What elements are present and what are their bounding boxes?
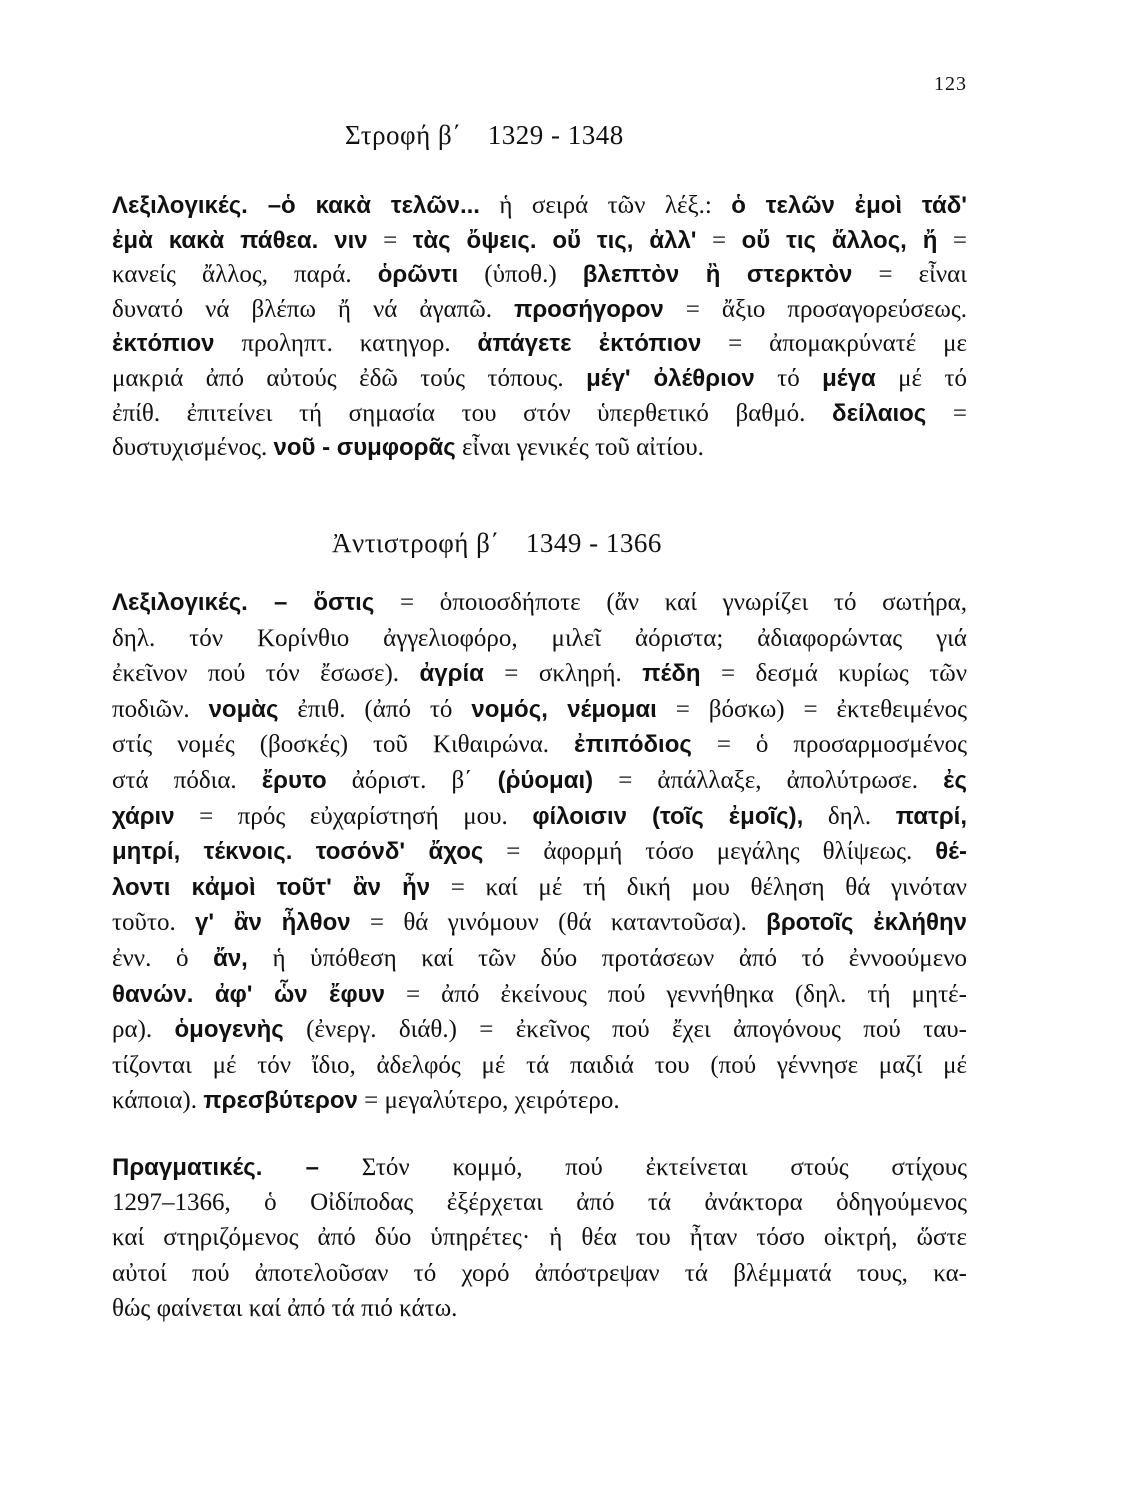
text-run: Στόν κομμό, πού ἐκτείνεται στούς στίχους xyxy=(318,1154,967,1181)
text-run: = καί μέ τή δική μου θέληση θά γινόταν xyxy=(430,873,967,901)
text-run: = πρός εὐχαρίστησή μου. xyxy=(174,802,533,830)
text-line xyxy=(112,1185,967,1220)
text-line xyxy=(112,834,967,870)
lexical-notes-antistrophe xyxy=(112,585,967,1119)
text-run: ἐπιθ. (ἀπό τό xyxy=(278,695,472,723)
bold-term: νομὰς xyxy=(208,695,279,723)
bold-term: ἐμὰ κακὰ πάθεα. νιν xyxy=(112,226,368,254)
text-run: κάποια). xyxy=(112,1087,204,1115)
text-run: ἡ σειρά τῶν λέξ.: xyxy=(479,192,732,219)
text-run: καί στηριζόμενος ἀπό δύο ὑπηρέτες· ἡ θέα του ἦταν τόσο οἰκτρή, ὥστε xyxy=(112,1224,967,1252)
bold-term: φίλοισιν (τοῖς ἐμοῖς), xyxy=(532,802,804,830)
text-run: = δεσμά κυρίως τῶν xyxy=(700,660,967,688)
text-run: = ὁ προσαρμοσμένος xyxy=(691,731,968,759)
bold-term: νομός, νέμομαι xyxy=(471,695,657,723)
page-number: 123 xyxy=(934,73,967,95)
bold-term: ἐς xyxy=(943,766,967,794)
heading-line-range: 1349 - 1366 xyxy=(525,528,662,558)
text-run: = ἀπομακρύνατέ με xyxy=(701,330,967,358)
heading-line-range: 1329 - 1348 xyxy=(487,120,624,150)
section-heading-antistrophe xyxy=(332,528,662,559)
text-line xyxy=(112,223,967,258)
text-run: = xyxy=(926,399,967,427)
bold-term: βροτοῖς ἐκλήθην xyxy=(766,909,967,937)
text-run: = βόσκω) = ἐκτεθειμένος xyxy=(656,695,968,723)
text-run: τό xyxy=(754,364,823,392)
text-run: ποδιῶν. xyxy=(112,695,209,723)
text-line xyxy=(112,692,967,728)
text-run: = xyxy=(367,226,413,254)
bold-term: (ῥύομαι) xyxy=(497,766,594,794)
lexical-notes-strophe xyxy=(112,188,967,465)
bold-term: ἐκτόπιον xyxy=(112,330,215,358)
text-line xyxy=(112,1256,967,1291)
text-run: δυνατό νά βλέπω ἤ νά ἀγαπῶ. xyxy=(112,295,514,323)
text-run: (ὑποθ.) xyxy=(458,261,583,289)
text-run: (ἐνεργ. διάθ.) = ἐκεῖνος πού ἔχει ἀπογόνους πού ταυ- xyxy=(283,1016,967,1044)
text-run: ἀόριστ. β΄ xyxy=(326,766,498,794)
text-run: = ὁποιοσδήποτε (ἄν καί γνωρίζει τό σωτήρα, xyxy=(374,589,967,616)
text-line xyxy=(112,621,967,657)
bold-term: οὔ τις ἄλλος, ἤ xyxy=(741,226,938,254)
bold-term: λοντι κἀμοὶ τοῦτ' ἂν ἦν xyxy=(112,873,431,901)
text-run: = εἶναι xyxy=(852,261,967,289)
bold-term: προσήγορον xyxy=(513,295,664,323)
bold-term: ἄν, xyxy=(213,944,248,972)
bold-term: ὁ τελῶν ἐμοὶ τάδ' xyxy=(731,192,967,219)
text-run: = σκληρή. xyxy=(483,660,643,688)
bold-term: Λεξιλογικές. – ὅστις xyxy=(112,589,375,616)
text-run: = θά γινόμουν (θά καταντοῦσα). xyxy=(350,909,767,937)
text-run: δηλ. τόν Κορίνθιο ἀγγελιοφόρο, μιλεῖ ἀόριστα; ἀδιαφορώντας γιά xyxy=(112,624,967,652)
text-run: = ἀπάλλαξε, ἀπολύτρωσε. xyxy=(593,766,944,794)
text-run: = xyxy=(937,226,968,254)
text-run: = ἀφορμή τόσο μεγάλης θλίψεως. xyxy=(483,838,936,866)
bold-term: θανών. ἀφ' ὧν ἔφυν xyxy=(112,980,385,1008)
text-run: στίς νομές (βοσκές) τοῦ Κιθαιρώνα. xyxy=(112,731,575,759)
text-line xyxy=(112,799,967,835)
bold-term: θέ- xyxy=(935,838,967,866)
text-run: = ἄξιο προσαγορεύσεως. xyxy=(663,295,967,323)
heading-title: Στροφή β΄ xyxy=(345,120,462,150)
text-line xyxy=(112,292,967,327)
heading-title: Ἀντιστροφή β΄ xyxy=(332,528,500,558)
text-line xyxy=(112,727,967,763)
bold-term: δείλαιος xyxy=(832,399,927,427)
text-run: = xyxy=(696,226,742,254)
bold-term: μέγ' ὀλέθριον xyxy=(586,364,755,392)
bold-term: πατρί, xyxy=(895,802,967,830)
text-run: αὐτοί πού ἀποτελοῦσαν τό χορό ἀπόστρεψαν τά βλέμματά τους, κα- xyxy=(112,1259,967,1287)
text-line xyxy=(112,1083,967,1119)
bold-term: ὁρῶντι xyxy=(377,261,459,289)
text-line xyxy=(112,1048,967,1084)
bold-term: ἐπιπόδιος xyxy=(574,731,692,759)
bold-term: ἔρυτο xyxy=(261,766,327,794)
bold-term: πέδη xyxy=(642,660,701,688)
bold-term: τὰς ὄψεις. οὔ τις, ἀλλ' xyxy=(412,226,697,254)
bold-term: πρεσβύτερον xyxy=(203,1087,358,1115)
text-run: προληπτ. κατηγορ. xyxy=(214,330,478,358)
text-run: στά πόδια. xyxy=(112,766,262,794)
text-run: ρα). xyxy=(112,1016,175,1044)
text-run: ἐκεῖνον πού τόν ἔσωσε). xyxy=(112,660,420,688)
text-run: τίζονται μέ τόν ἴδιο, ἀδελφός μέ τά παιδιά του (πού γέννησε μαζί μέ xyxy=(112,1051,967,1079)
text-line xyxy=(112,585,967,621)
bold-term: νοῦ - συμφορᾶς xyxy=(273,434,456,462)
text-run: = ἀπό ἐκείνους πού γεννήθηκα (δηλ. τή μητέ- xyxy=(384,980,967,1008)
text-line xyxy=(112,1291,967,1326)
factual-notes xyxy=(112,1150,967,1326)
text-line xyxy=(112,977,967,1013)
text-line xyxy=(112,326,967,361)
bold-term: γ' ἂν ἦλθον xyxy=(195,909,351,937)
text-run: τοῦτο. xyxy=(112,909,196,937)
text-line xyxy=(112,1220,967,1255)
text-run: ἐνν. ὁ xyxy=(112,944,214,972)
text-run: δυστυχισμένος. xyxy=(112,434,274,462)
text-run: ἐπίθ. ἐπιτείνει τή σημασία του στόν ὑπερθετικό βαθμό. xyxy=(112,399,833,427)
section-heading-strophe xyxy=(345,120,624,151)
text-line xyxy=(112,430,967,465)
text-run: θώς φαίνεται καί ἀπό τά πιό κάτω. xyxy=(112,1294,458,1322)
text-line xyxy=(112,1012,967,1048)
bold-term: μέγα xyxy=(822,364,876,392)
bold-term: ἀγρία xyxy=(419,660,484,688)
text-run: ἡ ὑπόθεση καί τῶν δύο προτάσεων ἀπό τό ἐννοούμενο xyxy=(247,944,967,972)
text-line xyxy=(112,188,967,223)
bold-term: Πραγματικές. – xyxy=(112,1154,319,1181)
text-line xyxy=(112,941,967,977)
text-run: μέ τό xyxy=(875,364,967,392)
text-run: 1297–1366, ὁ Οἰδίποδας ἐξέρχεται ἀπό τά ἀνάκτορα ὁδηγούμενος xyxy=(112,1189,967,1217)
text-line xyxy=(112,396,967,431)
text-line xyxy=(112,905,967,941)
bold-term: βλεπτὸν ἢ στερκτὸν xyxy=(582,261,853,289)
text-run: δηλ. xyxy=(803,802,896,830)
bold-term: ἀπάγετε ἐκτόπιον xyxy=(477,330,702,358)
text-run: εἶναι γενικές τοῦ αἰτίου. xyxy=(455,434,704,462)
text-line xyxy=(112,656,967,692)
text-line xyxy=(112,1150,967,1185)
bold-term: Λεξιλογικές. –ὁ κακὰ τελῶν... xyxy=(112,192,480,219)
text-line xyxy=(112,257,967,292)
bold-term: χάριν xyxy=(112,802,175,830)
text-run: = μεγαλύτερο, χειρότερο. xyxy=(357,1087,620,1115)
bold-term: μητρί, τέκνοις. τοσόνδ' ἄχος xyxy=(112,838,484,866)
text-line xyxy=(112,763,967,799)
bold-term: ὁμογενὴς xyxy=(174,1016,284,1044)
text-line xyxy=(112,361,967,396)
text-run: κανείς ἄλλος, παρά. xyxy=(112,261,378,289)
text-line xyxy=(112,870,967,906)
text-run: μακριά ἀπό αὐτούς ἐδῶ τούς τόπους. xyxy=(112,364,587,392)
